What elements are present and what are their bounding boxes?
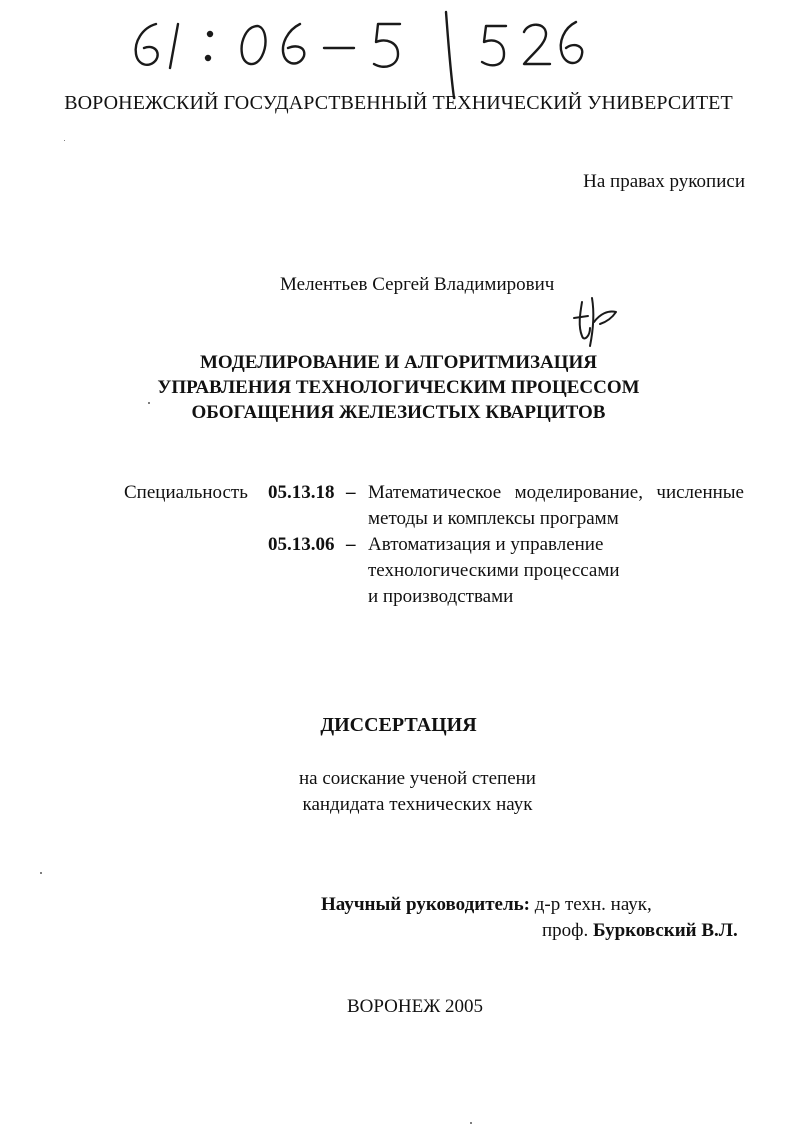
city-and-year: ВОРОНЕЖ 2005	[346, 996, 483, 1017]
scan-speck	[148, 402, 150, 404]
specialty-code-2: 05.13.06	[268, 534, 335, 555]
advisor-name: Бурковский В.Л.	[592, 920, 738, 941]
specialty-label: Специальность	[124, 482, 248, 503]
document-type-heading: ДИССЕРТАЦИЯ	[320, 714, 477, 736]
specialty-code-1: 05.13.18	[268, 482, 335, 503]
handwritten-catalogue-number	[128, 8, 598, 100]
specialty-description-1-line-2: методы и комплексы программ	[368, 508, 619, 529]
advisor-line-2	[542, 920, 738, 942]
degree-line-1: на соискание ученой степени	[299, 768, 536, 789]
advisor-degree: д-р техн. наук,	[534, 894, 652, 915]
author-signature	[568, 296, 628, 348]
specialty-description-2-line-3: и производствами	[368, 586, 514, 607]
specialty-description-2-line-1: Автоматизация и управление	[368, 534, 604, 555]
specialty-dash-2: –	[346, 534, 356, 555]
title-line-2: УПРАВЛЕНИЯ ТЕХНОЛОГИЧЕСКИМ ПРОЦЕССОМ	[157, 377, 640, 398]
university-name: ВОРОНЕЖСКИЙ ГОСУДАРСТВЕННЫЙ ТЕХНИЧЕСКИЙ УНИВЕРСИТЕТ	[64, 92, 733, 114]
title-line-3: ОБОГАЩЕНИЯ ЖЕЛЕЗИСТЫХ КВАРЦИТОВ	[191, 402, 606, 423]
advisor-title: проф.	[542, 920, 589, 941]
advisor-label: Научный руководитель:	[321, 894, 530, 915]
title-line-1: МОДЕЛИРОВАНИЕ И АЛГОРИТМИЗАЦИЯ	[200, 352, 597, 373]
dissertation-title	[0, 350, 797, 425]
scan-speck	[64, 140, 65, 141]
specialty-description-1-line-1: Математическое моделирование, численные	[368, 482, 744, 503]
manuscript-rights-note: На правах рукописи	[583, 171, 745, 192]
scan-speck	[470, 1122, 472, 1124]
specialty-dash-1: –	[346, 482, 356, 503]
specialty-description-2-line-2: технологическими процессами	[368, 560, 620, 581]
degree-line-2: кандидата технических наук	[302, 794, 533, 815]
degree-statement	[0, 766, 797, 818]
advisor-line-1	[321, 894, 652, 916]
author-name: Мелентьев Сергей Владимирович	[280, 274, 555, 295]
scan-speck	[40, 872, 42, 874]
